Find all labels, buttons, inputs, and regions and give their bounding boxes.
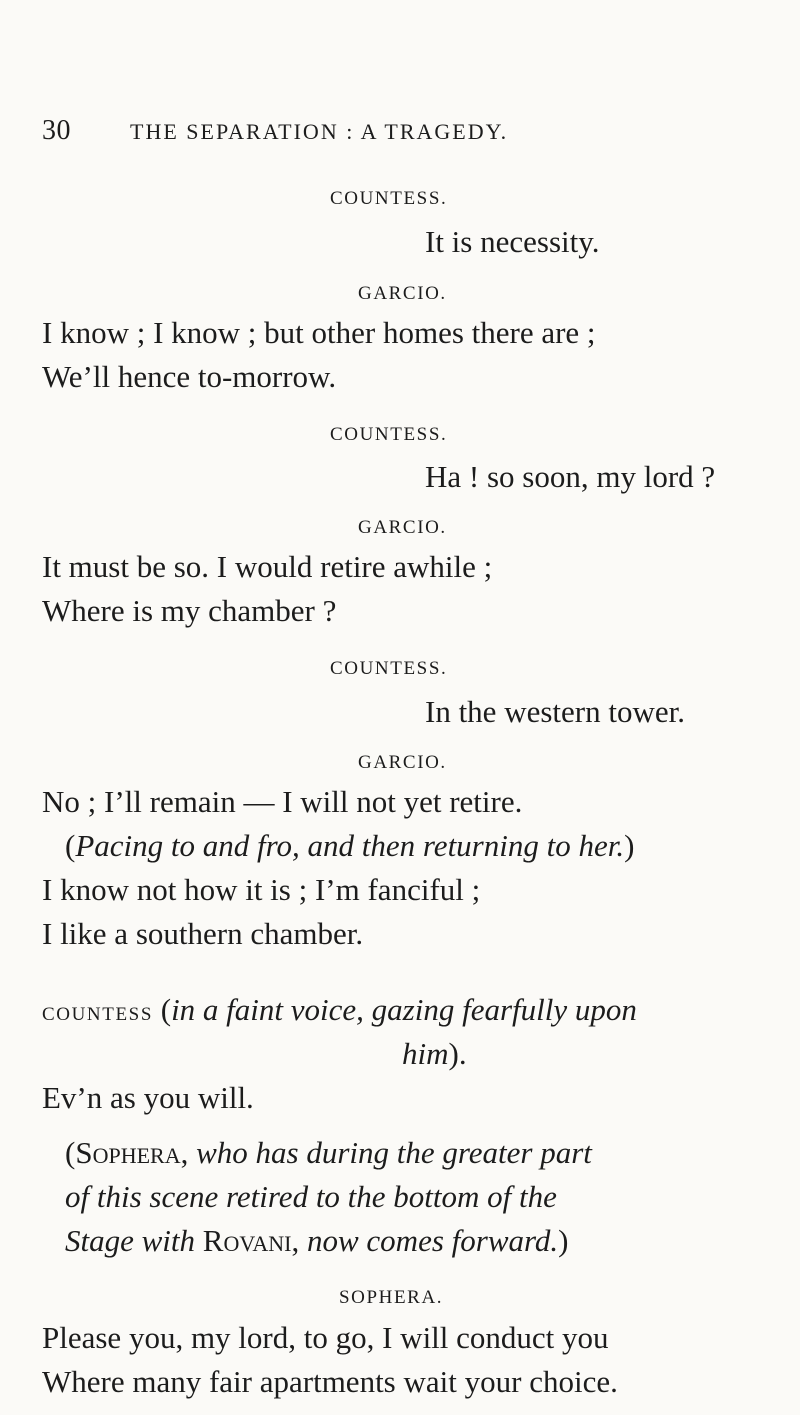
stage-direction: (Sophera, who has during the greater part xyxy=(65,1135,592,1170)
speaker-garcio: GARCIO. xyxy=(358,752,447,773)
speaker-countess: COUNTESS. xyxy=(330,658,448,679)
running-title: THE SEPARATION : A TRAGEDY. xyxy=(130,119,509,144)
stage-direction-continued: of this scene retired to the bottom of the xyxy=(65,1179,557,1214)
speech-line: We’ll hence to-morrow. xyxy=(42,359,337,394)
speech-line: In the western tower. xyxy=(425,694,685,729)
speaker-garcio: GARCIO. xyxy=(358,517,447,538)
stage-direction-continued: Stage with Rovani, now comes forward.) xyxy=(65,1223,569,1258)
speaker-countess: COUNTESS. xyxy=(330,188,448,209)
speech-line: I know not how it is ; I’m fanciful ; xyxy=(42,872,481,907)
speech-line: Where is my chamber ? xyxy=(42,593,337,628)
speech-line: Ev’n as you will. xyxy=(42,1080,254,1115)
speech-line: No ; I’ll remain — I will not yet retire. xyxy=(42,784,523,819)
speaker-countess: COUNTESS. xyxy=(330,424,448,445)
speaker-sophera: SOPHERA. xyxy=(339,1287,444,1308)
stage-direction: (Pacing to and fro, and then returning to her.) xyxy=(65,828,635,863)
speech-line: I like a southern chamber. xyxy=(42,916,364,951)
speech-line: It must be so. I would retire awhile ; xyxy=(42,549,493,584)
speaker-garcio: GARCIO. xyxy=(358,283,447,304)
stage-direction-continued: him). xyxy=(402,1036,467,1071)
speech-line: I know ; I know ; but other homes there are ; xyxy=(42,315,596,350)
page-number: 30 xyxy=(42,115,71,146)
speech-line: Ha ! so soon, my lord ? xyxy=(425,459,716,494)
speech-line: It is necessity. xyxy=(425,224,600,259)
speaker-with-direction: COUNTESS (in a faint voice, gazing fearfully upon xyxy=(42,992,637,1027)
speech-line: Please you, my lord, to go, I will conduct you xyxy=(42,1320,609,1355)
speech-line: Where many fair apartments wait your choice. xyxy=(42,1364,618,1399)
